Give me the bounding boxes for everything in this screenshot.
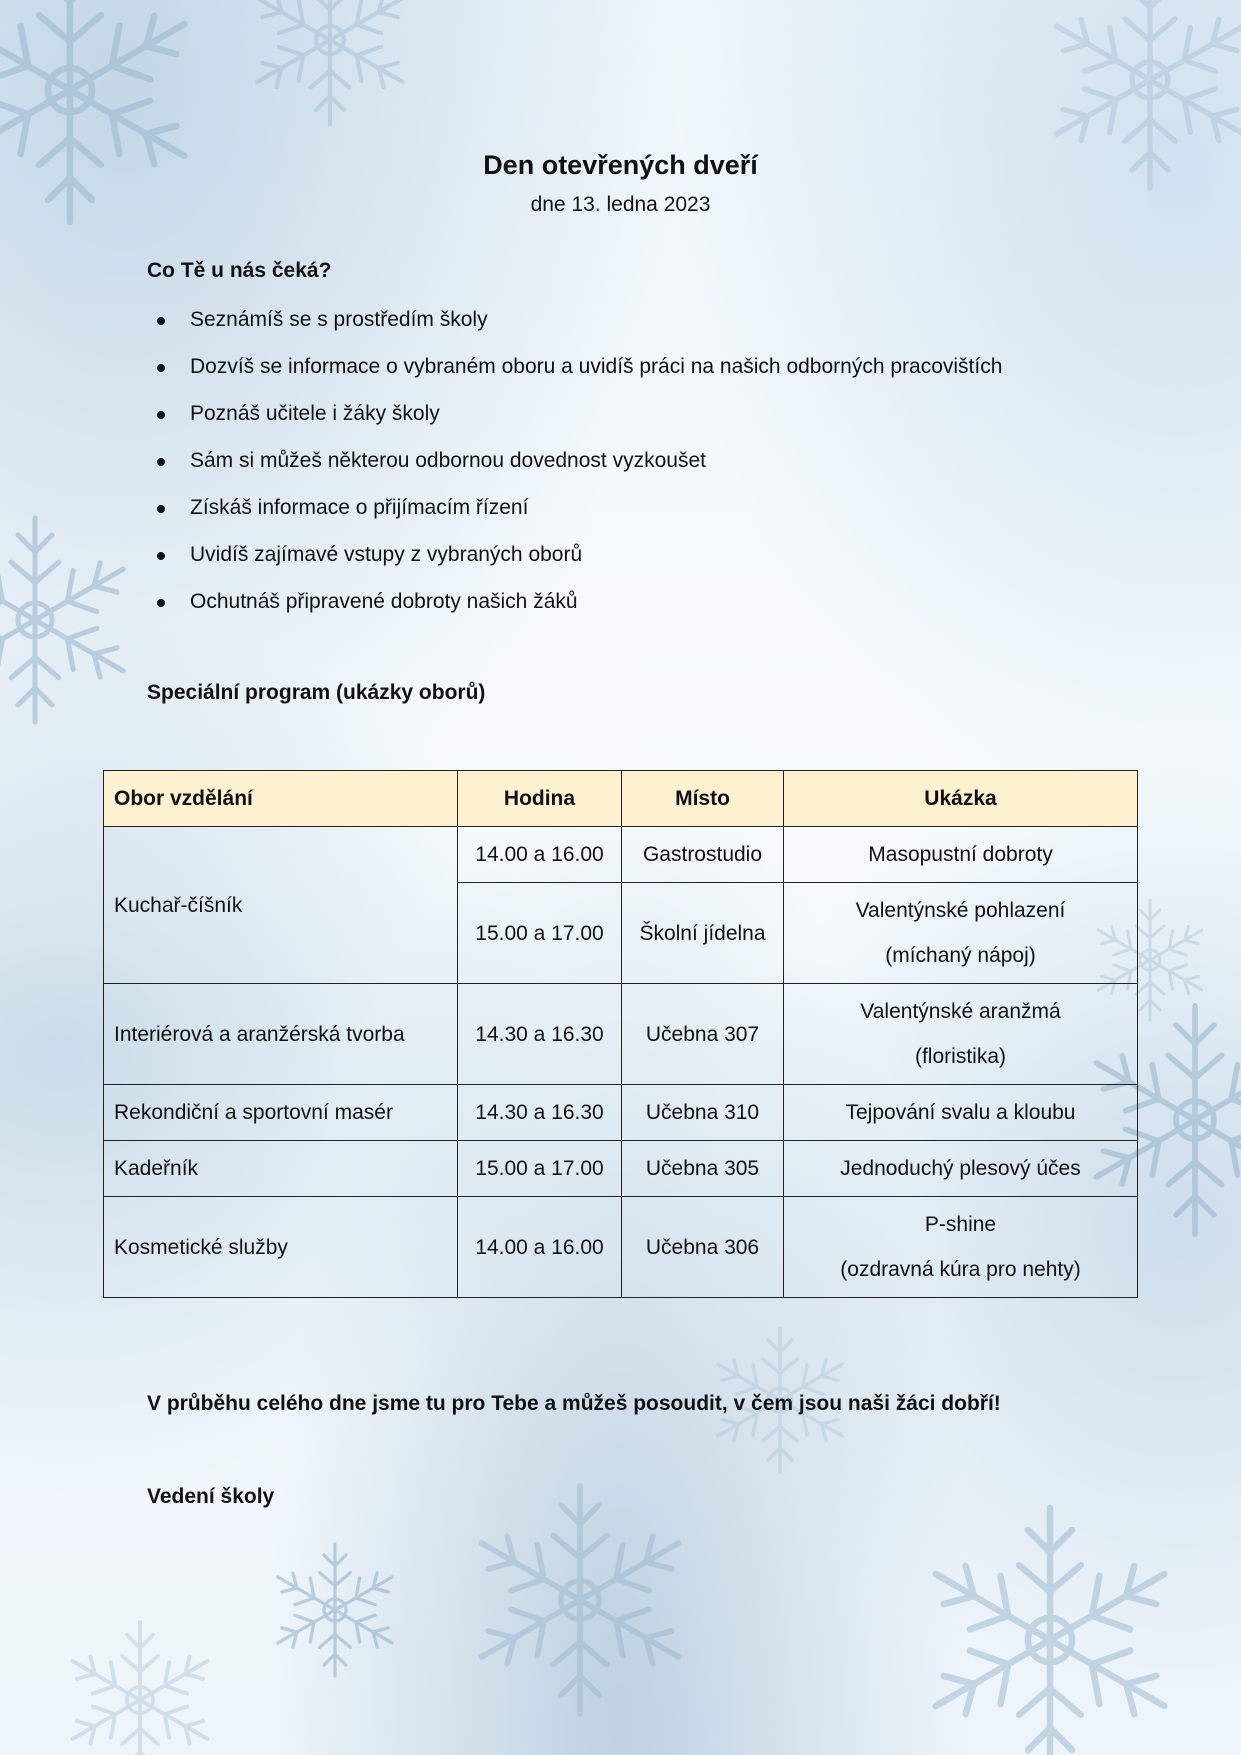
column-header: Místo [622, 771, 784, 827]
demo-note: (míchaný nápoj) [885, 944, 1036, 967]
page-title: Den otevřených dveří [483, 150, 758, 180]
column-header: Hodina [458, 771, 622, 827]
table-cell: 14.30 a 16.30 [458, 1085, 622, 1141]
table-row [104, 1085, 1138, 1141]
table-cell: Interiérová a aranžérská tvorba [104, 984, 458, 1085]
list-item: Uvidíš zajímavé vstupy z vybraných oborů [147, 540, 1002, 587]
table-cell: Školní jídelna [622, 883, 784, 984]
list-item: Dozvíš se informace o vybraném oboru a uvidíš práci na našich odborných pracovištích [147, 352, 1002, 399]
table-cell [784, 1141, 1138, 1197]
table-cell [784, 1197, 1138, 1298]
table-cell: Gastrostudio [622, 827, 784, 883]
table-cell: Kuchař-číšník [104, 827, 458, 984]
table-cell: Učebna 310 [622, 1085, 784, 1141]
table-cell: Kosmetické služby [104, 1197, 458, 1298]
table-cell: Učebna 305 [622, 1141, 784, 1197]
closing-statement: V průběhu celého dne jsme tu pro Tebe a můžeš posoudit, v čem jsou naši žáci dobří! [147, 1392, 1001, 1415]
table-row [104, 827, 1138, 883]
table-row [104, 1197, 1138, 1298]
column-header: Ukázka [784, 771, 1138, 827]
demo-note: (ozdravná kúra pro nehty) [840, 1258, 1081, 1281]
event-date: dne 13. ledna 2023 [530, 193, 711, 216]
table-cell: Rekondiční a sportovní masér [104, 1085, 458, 1141]
signature: Vedení školy [147, 1485, 275, 1508]
intro-heading: Co Tě u nás čeká? [147, 259, 332, 282]
list-item: Poznáš učitele i žáky školy [147, 399, 1002, 446]
table-cell: 15.00 a 17.00 [458, 1141, 622, 1197]
demo-title: P-shine [924, 1213, 997, 1236]
table-cell: Kadeřník [104, 1141, 458, 1197]
demo-title: Jednoduchý plesový účes [840, 1157, 1081, 1180]
table-row [104, 1141, 1138, 1197]
table-row [104, 984, 1138, 1085]
list-item: Seznámíš se s prostředím školy [147, 305, 1002, 352]
demo-title: Valentýnské aranžmá [860, 1000, 1061, 1023]
list-item: Sám si můžeš některou odbornou dovednost vyzkoušet [147, 446, 1002, 493]
table-cell: 14.30 a 16.30 [458, 984, 622, 1085]
list-item: Ochutnáš připravené dobroty našich žáků [147, 587, 1002, 634]
table-cell: 15.00 a 17.00 [458, 883, 622, 984]
table-cell: Učebna 306 [622, 1197, 784, 1298]
table-header-row [104, 771, 1138, 827]
program-table [103, 770, 1138, 1298]
demo-title: Tejpování svalu a kloubu [845, 1101, 1076, 1124]
list-item: Získáš informace o přijímacím řízení [147, 493, 1002, 540]
table-cell [784, 984, 1138, 1085]
column-header: Obor vzdělání [104, 771, 458, 827]
table-cell: 14.00 a 16.00 [458, 1197, 622, 1298]
table-cell [784, 827, 1138, 883]
demo-title: Valentýnské pohlazení [855, 899, 1066, 922]
table-cell: Učebna 307 [622, 984, 784, 1085]
demo-title: Masopustní dobroty [868, 843, 1053, 866]
demo-note: (floristika) [914, 1045, 1006, 1068]
program-heading: Speciální program (ukázky oborů) [147, 681, 486, 704]
intro-bullet-list [147, 305, 1002, 634]
table-cell: 14.00 a 16.00 [458, 827, 622, 883]
table-cell [784, 1085, 1138, 1141]
table-cell [784, 883, 1138, 984]
